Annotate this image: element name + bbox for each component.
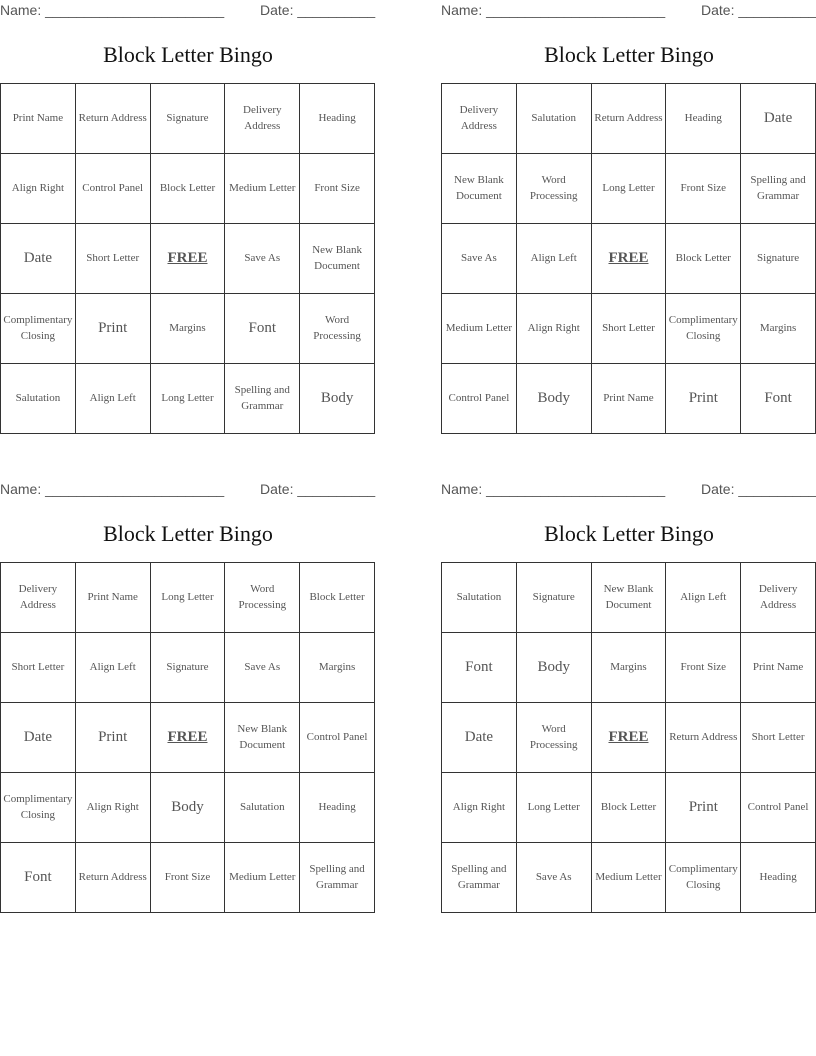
bingo-cell: Return Address	[591, 84, 666, 154]
bingo-cell: Save As	[516, 843, 591, 913]
bingo-grid	[0, 83, 375, 434]
bingo-cell: Print	[75, 294, 150, 364]
grid-row	[442, 563, 816, 633]
card-header	[441, 479, 816, 501]
bingo-cell: Date	[741, 84, 816, 154]
bingo-cell: Salutation	[516, 84, 591, 154]
bingo-cell: Complimentary Closing	[666, 294, 741, 364]
bingo-cell: Spelling and Grammar	[225, 364, 300, 434]
bingo-cell: Signature	[516, 563, 591, 633]
free-cell: FREE	[150, 703, 225, 773]
bingo-cell: Align Left	[516, 224, 591, 294]
name-field: Name: _______________________	[441, 481, 666, 497]
free-cell: FREE	[591, 703, 666, 773]
bingo-cell: Front Size	[666, 633, 741, 703]
free-cell: FREE	[150, 224, 225, 294]
grid-row	[1, 843, 375, 913]
bingo-cell: Save As	[225, 633, 300, 703]
bingo-cell: Signature	[150, 633, 225, 703]
bingo-cell: Font	[225, 294, 300, 364]
grid-row	[442, 843, 816, 913]
bingo-cell: Salutation	[442, 563, 517, 633]
grid-row	[1, 703, 375, 773]
bingo-cell: Return Address	[75, 84, 150, 154]
bingo-cell: Delivery Address	[741, 563, 816, 633]
bingo-cell: Block Letter	[591, 773, 666, 843]
card-header	[0, 479, 376, 501]
bingo-cell: Margins	[741, 294, 816, 364]
grid-row	[1, 364, 375, 434]
bingo-cell: Print	[666, 364, 741, 434]
grid-row	[1, 633, 375, 703]
bingo-cell: Block Letter	[300, 563, 375, 633]
grid-row	[1, 563, 375, 633]
bingo-cell: Block Letter	[666, 224, 741, 294]
bingo-cell: Block Letter	[150, 154, 225, 224]
bingo-cell: Align Right	[1, 154, 76, 224]
grid-row	[442, 773, 816, 843]
bingo-cell: Align Left	[666, 563, 741, 633]
bingo-cell: New Blank Document	[300, 224, 375, 294]
bingo-cell: Long Letter	[591, 154, 666, 224]
bingo-grid	[441, 562, 816, 913]
bingo-cell: Print Name	[1, 84, 76, 154]
bingo-cell: Control Panel	[300, 703, 375, 773]
bingo-cell: Align Left	[75, 633, 150, 703]
bingo-cell: Font	[442, 633, 517, 703]
bingo-cell: Front Size	[300, 154, 375, 224]
bingo-card	[441, 479, 816, 891]
bingo-cell: Return Address	[75, 843, 150, 913]
free-cell: FREE	[591, 224, 666, 294]
bingo-cell: Front Size	[666, 154, 741, 224]
bingo-cell: Spelling and Grammar	[741, 154, 816, 224]
bingo-card	[0, 479, 376, 891]
bingo-cell: Complimentary Closing	[1, 773, 76, 843]
bingo-cell: Short Letter	[75, 224, 150, 294]
card-title: Block Letter Bingo	[103, 42, 273, 67]
bingo-cell: Date	[1, 703, 76, 773]
grid-row	[442, 364, 816, 434]
bingo-cell: Return Address	[666, 703, 741, 773]
bingo-cell: Salutation	[1, 364, 76, 434]
bingo-cell: Long Letter	[516, 773, 591, 843]
bingo-cell: Body	[516, 364, 591, 434]
grid-row	[442, 154, 816, 224]
bingo-cell: Word Processing	[225, 563, 300, 633]
bingo-cell: Medium Letter	[591, 843, 666, 913]
grid-row	[442, 84, 816, 154]
bingo-cell: Signature	[741, 224, 816, 294]
bingo-card	[441, 0, 816, 406]
grid-row	[1, 224, 375, 294]
bingo-cell: Body	[516, 633, 591, 703]
bingo-cell: Complimentary Closing	[666, 843, 741, 913]
bingo-cell: Salutation	[225, 773, 300, 843]
date-field: Date: __________	[260, 481, 376, 497]
name-field: Name: _______________________	[0, 2, 225, 18]
bingo-cell: Margins	[591, 633, 666, 703]
card-title: Block Letter Bingo	[103, 521, 273, 546]
bingo-cell: Delivery Address	[225, 84, 300, 154]
bingo-cell: Heading	[741, 843, 816, 913]
bingo-cell: Print	[666, 773, 741, 843]
bingo-cell: Front Size	[150, 843, 225, 913]
bingo-cell: Align Right	[516, 294, 591, 364]
bingo-cell: Save As	[225, 224, 300, 294]
name-field: Name: _______________________	[0, 481, 225, 497]
bingo-cell: Delivery Address	[442, 84, 517, 154]
bingo-cell: Spelling and Grammar	[442, 843, 517, 913]
card-header	[441, 0, 816, 22]
grid-row	[1, 773, 375, 843]
bingo-cell: Medium Letter	[442, 294, 517, 364]
bingo-card	[0, 0, 376, 412]
grid-row	[442, 633, 816, 703]
card-header	[0, 0, 376, 22]
bingo-cell: Align Right	[442, 773, 517, 843]
name-field: Name: _______________________	[441, 2, 666, 18]
bingo-cell: Delivery Address	[1, 563, 76, 633]
bingo-cell: Word Processing	[516, 703, 591, 773]
bingo-grid	[441, 83, 816, 434]
grid-row	[442, 294, 816, 364]
bingo-cell: Control Panel	[741, 773, 816, 843]
bingo-cell: Body	[150, 773, 225, 843]
date-field: Date: __________	[701, 2, 816, 18]
bingo-cell: Word Processing	[300, 294, 375, 364]
grid-row	[1, 294, 375, 364]
bingo-cell: Signature	[150, 84, 225, 154]
bingo-cell: Body	[300, 364, 375, 434]
bingo-cell: Heading	[300, 84, 375, 154]
bingo-cell: Align Right	[75, 773, 150, 843]
bingo-cell: Control Panel	[442, 364, 517, 434]
grid-row	[1, 154, 375, 224]
bingo-cell: Medium Letter	[225, 154, 300, 224]
bingo-cell: Margins	[150, 294, 225, 364]
bingo-cell: New Blank Document	[225, 703, 300, 773]
bingo-cell: Word Processing	[516, 154, 591, 224]
bingo-cell: Short Letter	[741, 703, 816, 773]
date-field: Date: __________	[260, 2, 376, 18]
bingo-cell: Long Letter	[150, 364, 225, 434]
bingo-cell: New Blank Document	[591, 563, 666, 633]
bingo-cell: Heading	[666, 84, 741, 154]
bingo-cell: Short Letter	[591, 294, 666, 364]
bingo-cell: Font	[741, 364, 816, 434]
card-title: Block Letter Bingo	[544, 521, 714, 546]
grid-row	[1, 84, 375, 154]
card-title: Block Letter Bingo	[544, 42, 714, 67]
bingo-cell: Align Left	[75, 364, 150, 434]
bingo-cell: Spelling and Grammar	[300, 843, 375, 913]
bingo-cell: Heading	[300, 773, 375, 843]
bingo-cell: Margins	[300, 633, 375, 703]
bingo-cell: Font	[1, 843, 76, 913]
bingo-cell: Print Name	[741, 633, 816, 703]
bingo-cell: Long Letter	[150, 563, 225, 633]
grid-row	[442, 703, 816, 773]
date-field: Date: __________	[701, 481, 816, 497]
bingo-cell: Short Letter	[1, 633, 76, 703]
bingo-cell: Complimentary Closing	[1, 294, 76, 364]
bingo-cell: Medium Letter	[225, 843, 300, 913]
bingo-cell: Print Name	[75, 563, 150, 633]
bingo-grid	[0, 562, 375, 913]
grid-row	[442, 224, 816, 294]
bingo-cell: Date	[442, 703, 517, 773]
bingo-cell: Date	[1, 224, 76, 294]
bingo-cell: Save As	[442, 224, 517, 294]
bingo-cell: Control Panel	[75, 154, 150, 224]
bingo-cell: Print Name	[591, 364, 666, 434]
bingo-cell: New Blank Document	[442, 154, 517, 224]
bingo-cell: Print	[75, 703, 150, 773]
